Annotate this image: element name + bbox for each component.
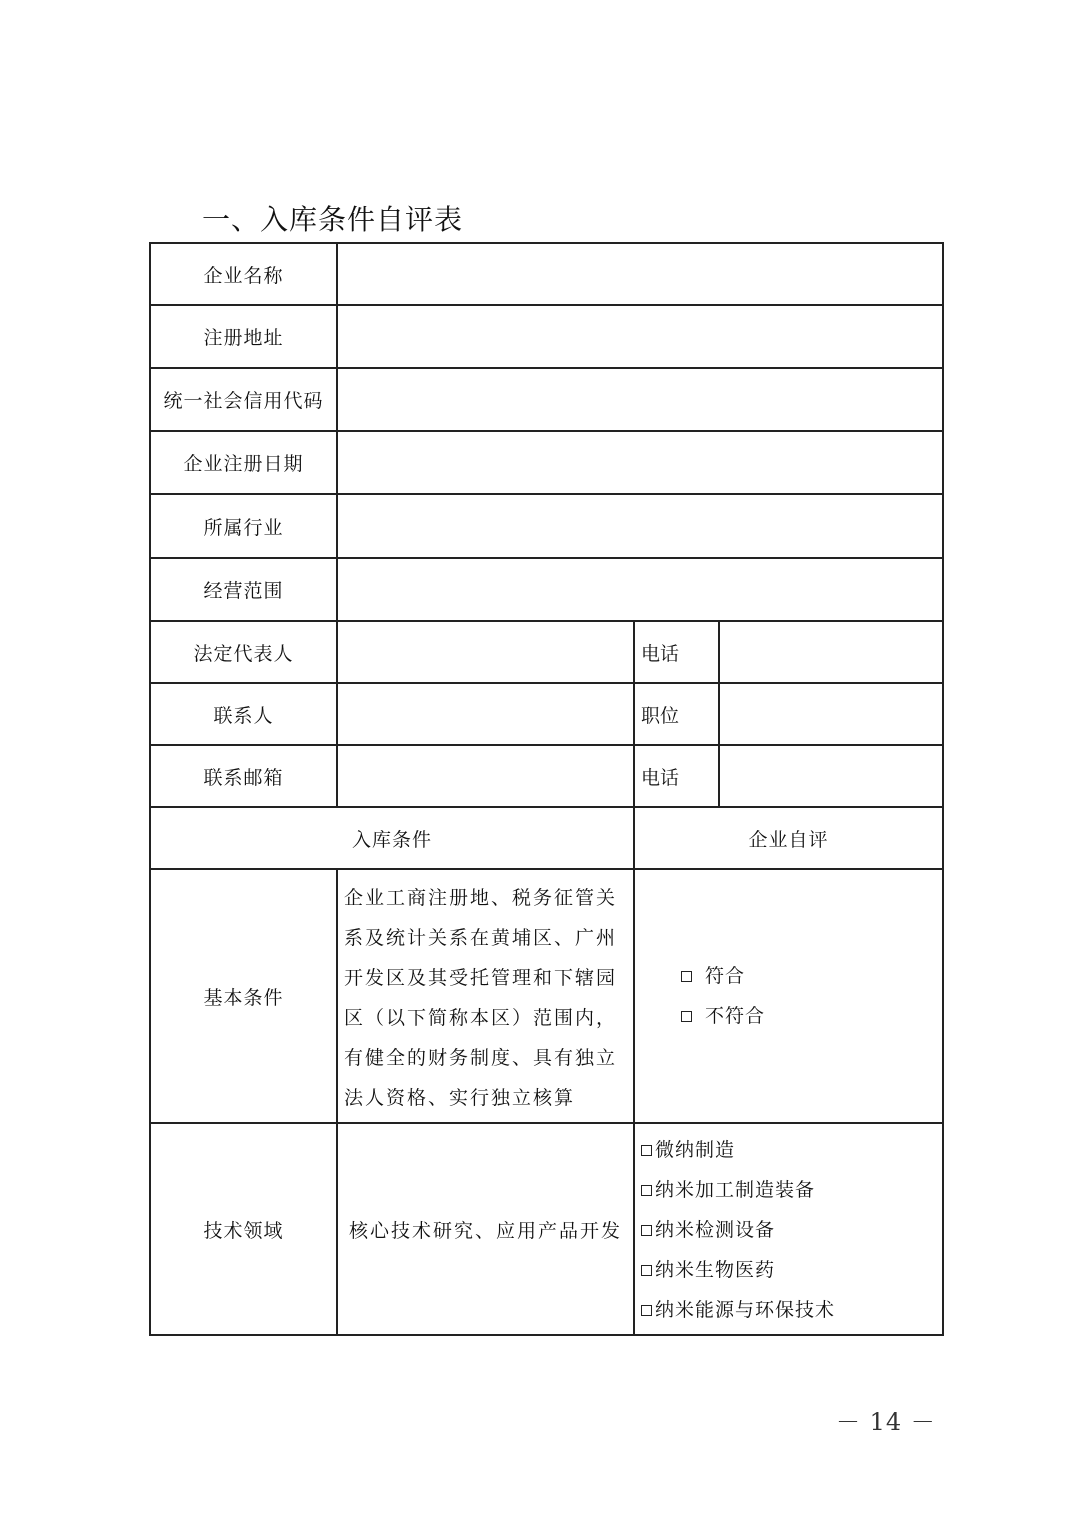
option-label: 微纳制造 <box>655 1139 736 1161</box>
document-title: 一、入库条件自评表 <box>202 203 464 236</box>
checkbox-icon[interactable] <box>681 1011 692 1022</box>
label-business-scope: 经营范围 <box>150 558 337 621</box>
field-contact-email[interactable] <box>337 745 634 807</box>
tech-field-options <box>634 1123 943 1335</box>
row-contact-person <box>150 683 943 745</box>
field-industry[interactable] <box>337 494 943 558</box>
option-label: 纳米检测设备 <box>655 1219 776 1241</box>
field-phone-2[interactable] <box>719 745 943 807</box>
field-phone[interactable] <box>719 621 943 683</box>
field-position[interactable] <box>719 683 943 745</box>
row-legal-representative <box>150 621 943 683</box>
field-business-scope[interactable] <box>337 558 943 621</box>
field-credit-code[interactable] <box>337 368 943 431</box>
self-assessment-table <box>149 242 944 1336</box>
checkbox-icon[interactable] <box>641 1185 652 1196</box>
row-basic-conditions <box>150 869 943 1123</box>
header-self-evaluation: 企业自评 <box>634 807 943 869</box>
row-section-header <box>150 807 943 869</box>
row-industry <box>150 494 943 558</box>
label-credit-code: 统一社会信用代码 <box>150 368 337 431</box>
option-label: 纳米能源与环保技术 <box>655 1299 836 1321</box>
label-contact-email: 联系邮箱 <box>150 745 337 807</box>
option-not-conform[interactable] <box>681 996 942 1036</box>
label-contact-person: 联系人 <box>150 683 337 745</box>
checkbox-icon[interactable] <box>641 1265 652 1276</box>
basic-conditions-text <box>337 869 634 1123</box>
tech-requirement: 核心技术研究、应用产品开发 <box>337 1123 634 1335</box>
option-conform[interactable] <box>681 956 942 996</box>
option-nano-testing-equipment[interactable] <box>641 1210 942 1250</box>
label-registered-address: 注册地址 <box>150 305 337 368</box>
page-number: － 14 － <box>836 1408 936 1436</box>
option-label: 纳米加工制造装备 <box>655 1179 816 1201</box>
checkbox-icon[interactable] <box>681 971 692 982</box>
field-registration-date[interactable] <box>337 431 943 494</box>
field-company-name[interactable] <box>337 243 943 305</box>
option-nano-biomedicine[interactable] <box>641 1250 942 1290</box>
basic-line: 区（以下简称本区）范围内， <box>344 1007 618 1029</box>
row-business-scope <box>150 558 943 621</box>
basic-line: 企业工商注册地、税务征管关 <box>344 887 618 909</box>
row-registration-date <box>150 431 943 494</box>
option-label: 纳米生物医药 <box>655 1259 776 1281</box>
row-contact-email <box>150 745 943 807</box>
option-micro-nano-manufacturing[interactable] <box>641 1130 942 1170</box>
label-phone: 电话 <box>634 621 719 683</box>
option-nano-energy-environment[interactable] <box>641 1290 942 1330</box>
label-phone-2: 电话 <box>634 745 719 807</box>
field-legal-representative[interactable] <box>337 621 634 683</box>
label-legal-representative: 法定代表人 <box>150 621 337 683</box>
label-position: 职位 <box>634 683 719 745</box>
option-label: 不符合 <box>705 1005 766 1027</box>
row-company-name <box>150 243 943 305</box>
field-contact-person[interactable] <box>337 683 634 745</box>
basic-line: 开发区及其受托管理和下辖园 <box>344 967 618 989</box>
basic-evaluation-options <box>634 869 943 1123</box>
option-label: 符合 <box>705 965 746 987</box>
checkbox-icon[interactable] <box>641 1145 652 1156</box>
label-registration-date: 企业注册日期 <box>150 431 337 494</box>
label-industry: 所属行业 <box>150 494 337 558</box>
row-tech-field <box>150 1123 943 1335</box>
basic-line: 有健全的财务制度、具有独立 <box>344 1047 618 1069</box>
label-tech-field: 技术领域 <box>150 1123 337 1335</box>
option-nano-processing-equipment[interactable] <box>641 1170 942 1210</box>
label-company-name: 企业名称 <box>150 243 337 305</box>
row-credit-code <box>150 368 943 431</box>
field-registered-address[interactable] <box>337 305 943 368</box>
checkbox-icon[interactable] <box>641 1305 652 1316</box>
basic-line: 法人资格、实行独立核算 <box>344 1087 576 1109</box>
checkbox-icon[interactable] <box>641 1225 652 1236</box>
row-registered-address <box>150 305 943 368</box>
basic-line: 系及统计关系在黄埔区、广州 <box>344 927 618 949</box>
header-conditions: 入库条件 <box>150 807 634 869</box>
label-basic-conditions: 基本条件 <box>150 869 337 1123</box>
